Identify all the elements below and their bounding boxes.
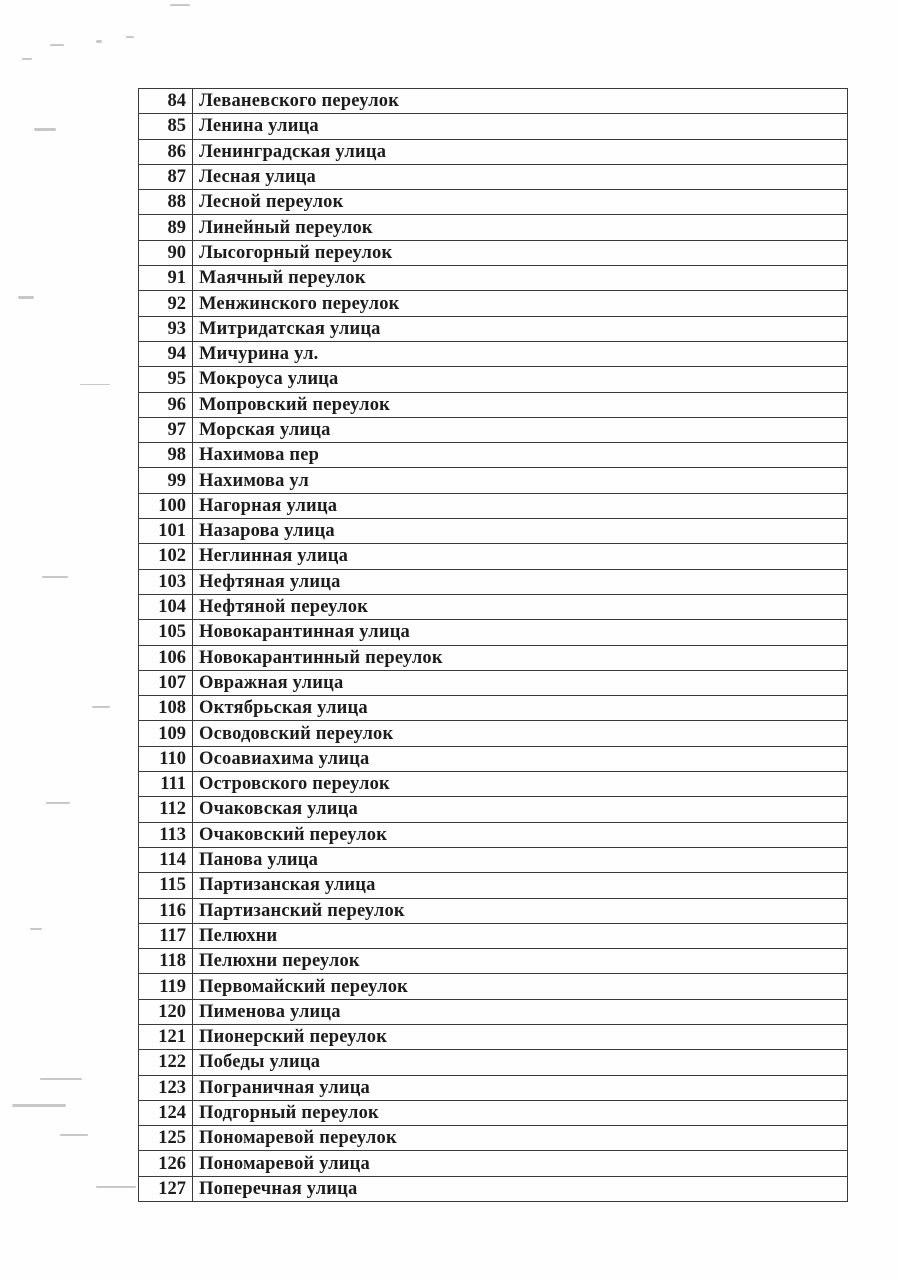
table-row [139,569,848,594]
row-number: 88 [139,190,193,215]
street-name: Поперечная улица [193,1176,848,1201]
street-name: Подгорный переулок [193,1100,848,1125]
row-number: 106 [139,645,193,670]
row-number: 92 [139,291,193,316]
table-row [139,519,848,544]
street-name: Осоавиахима улица [193,746,848,771]
row-number: 118 [139,949,193,974]
street-name: Леваневского переулок [193,89,848,114]
street-name: Очаковский переулок [193,822,848,847]
street-name: Новокарантинный переулок [193,645,848,670]
table-row [139,1126,848,1151]
table-row [139,493,848,518]
table-row [139,1100,848,1125]
scan-speck [46,802,70,804]
table-row [139,1151,848,1176]
row-number: 124 [139,1100,193,1125]
street-name: Пономаревой улица [193,1151,848,1176]
table-row [139,291,848,316]
scan-speck [96,40,102,43]
street-name: Нахимова ул [193,468,848,493]
street-name: Неглинная улица [193,544,848,569]
scan-speck [40,1078,82,1080]
scan-speck [22,58,32,60]
scan-speck [80,384,110,385]
row-number: 122 [139,1050,193,1075]
table-row [139,316,848,341]
table-row [139,1024,848,1049]
table-row [139,1050,848,1075]
row-number: 104 [139,594,193,619]
table-row [139,1075,848,1100]
table-row [139,367,848,392]
row-number: 121 [139,1024,193,1049]
row-number: 105 [139,620,193,645]
table-row [139,215,848,240]
street-name: Ленина улица [193,114,848,139]
table-row [139,721,848,746]
row-number: 120 [139,999,193,1024]
row-number: 84 [139,89,193,114]
row-number: 103 [139,569,193,594]
row-number: 123 [139,1075,193,1100]
row-number: 110 [139,746,193,771]
street-name: Осводовский переулок [193,721,848,746]
row-number: 101 [139,519,193,544]
row-number: 111 [139,772,193,797]
scan-speck [42,576,68,578]
row-number: 98 [139,443,193,468]
street-name: Партизанская улица [193,873,848,898]
street-name: Пограничная улица [193,1075,848,1100]
row-number: 90 [139,240,193,265]
scan-speck [170,4,190,6]
row-number: 86 [139,139,193,164]
row-number: 97 [139,417,193,442]
street-name: Новокарантинная улица [193,620,848,645]
table-row [139,696,848,721]
row-number: 117 [139,923,193,948]
scan-speck [30,928,42,930]
street-name: Пименова улица [193,999,848,1024]
row-number: 99 [139,468,193,493]
row-number: 113 [139,822,193,847]
row-number: 87 [139,164,193,189]
table-row [139,847,848,872]
street-name: Морская улица [193,417,848,442]
row-number: 100 [139,493,193,518]
table-row [139,417,848,442]
street-name: Мопровский переулок [193,392,848,417]
row-number: 112 [139,797,193,822]
street-name: Победы улица [193,1050,848,1075]
scan-speck [92,706,110,708]
row-number: 96 [139,392,193,417]
scan-speck [12,1104,66,1107]
table-row [139,89,848,114]
row-number: 114 [139,847,193,872]
scan-speck [60,1134,88,1136]
table-row [139,772,848,797]
table-row [139,873,848,898]
row-number: 95 [139,367,193,392]
row-number: 85 [139,114,193,139]
table-row [139,190,848,215]
row-number: 125 [139,1126,193,1151]
table-row [139,645,848,670]
row-number: 91 [139,266,193,291]
street-name: Пономаревой переулок [193,1126,848,1151]
table-row [139,443,848,468]
street-name: Первомайский переулок [193,974,848,999]
street-name: Нефтяной переулок [193,594,848,619]
table-row [139,594,848,619]
street-name: Лесная улица [193,164,848,189]
row-number: 126 [139,1151,193,1176]
table-row [139,999,848,1024]
row-number: 116 [139,898,193,923]
table-row [139,1176,848,1201]
street-name: Октябрьская улица [193,696,848,721]
scan-speck [126,36,134,38]
table-row [139,822,848,847]
scan-speck [34,128,56,131]
table-row [139,392,848,417]
street-name: Пелюхни [193,923,848,948]
street-name: Назарова улица [193,519,848,544]
street-name: Мичурина ул. [193,341,848,366]
table-row [139,620,848,645]
street-name: Лесной переулок [193,190,848,215]
table-row [139,544,848,569]
street-name: Пелюхни переулок [193,949,848,974]
streets-table [138,88,848,1202]
table-row [139,670,848,695]
table-row [139,468,848,493]
row-number: 102 [139,544,193,569]
row-number: 94 [139,341,193,366]
street-name: Партизанский переулок [193,898,848,923]
table-row [139,266,848,291]
table-row [139,949,848,974]
street-name: Ленинградская улица [193,139,848,164]
street-name: Островского переулок [193,772,848,797]
street-name: Нагорная улица [193,493,848,518]
street-name: Маячный переулок [193,266,848,291]
street-name: Нефтяная улица [193,569,848,594]
scan-speck [96,1186,136,1188]
table-row [139,341,848,366]
table-row [139,114,848,139]
street-name: Овражная улица [193,670,848,695]
table-row [139,923,848,948]
table-row [139,898,848,923]
table-row [139,240,848,265]
table-row [139,746,848,771]
table-row [139,139,848,164]
scan-speck [18,296,34,299]
table-row [139,797,848,822]
street-name: Лысогорный переулок [193,240,848,265]
row-number: 115 [139,873,193,898]
street-name: Менжинского переулок [193,291,848,316]
row-number: 107 [139,670,193,695]
street-name: Пионерский переулок [193,1024,848,1049]
street-name: Мокроуса улица [193,367,848,392]
row-number: 93 [139,316,193,341]
street-name: Панова улица [193,847,848,872]
street-name: Митридатская улица [193,316,848,341]
table-row [139,974,848,999]
street-name: Линейный переулок [193,215,848,240]
street-name: Нахимова пер [193,443,848,468]
row-number: 127 [139,1176,193,1201]
row-number: 109 [139,721,193,746]
row-number: 119 [139,974,193,999]
table-row [139,164,848,189]
street-name: Очаковская улица [193,797,848,822]
scan-speck [50,44,64,46]
row-number: 108 [139,696,193,721]
row-number: 89 [139,215,193,240]
